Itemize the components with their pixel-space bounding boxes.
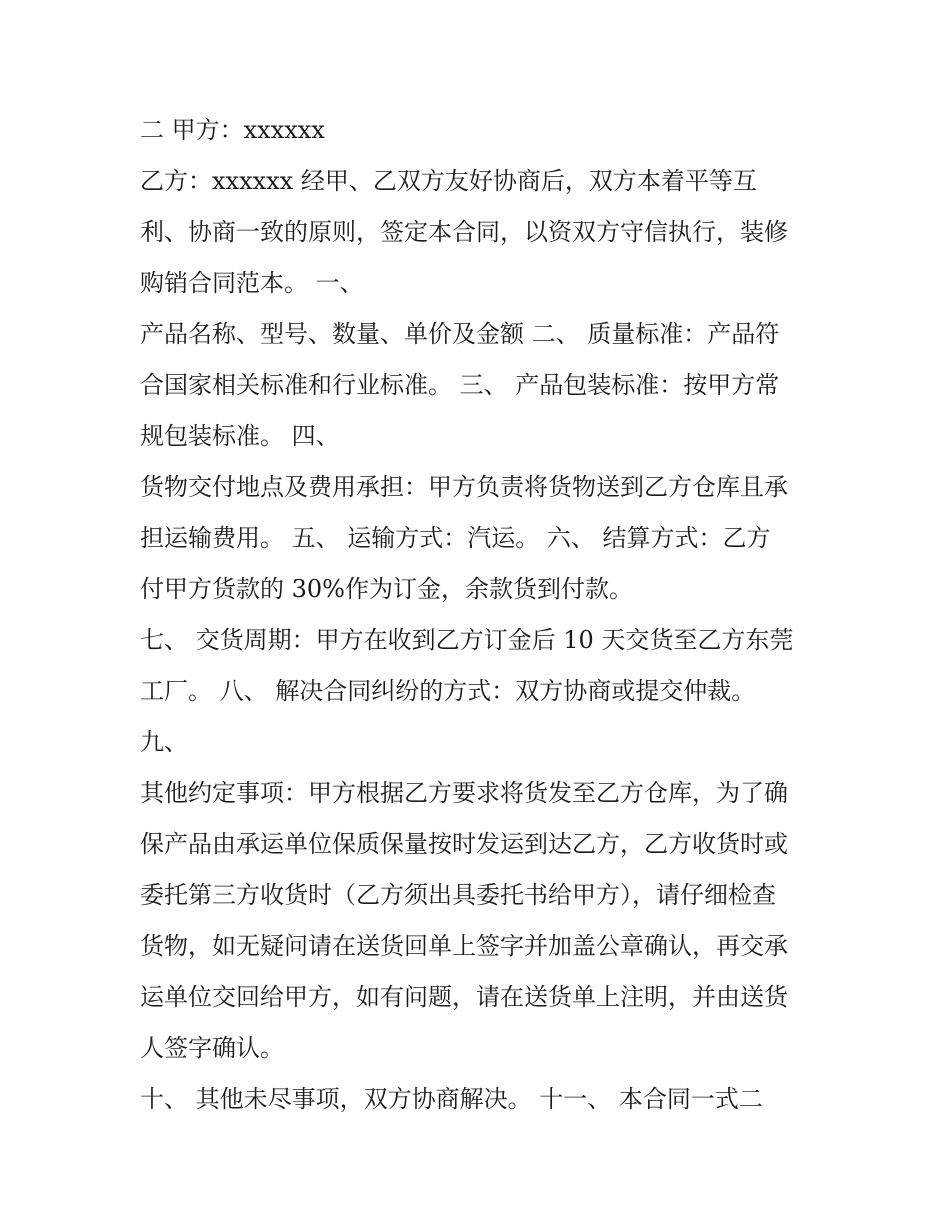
text-line: 合国家相关标准和行业标准。 三、 产品包装标准：按甲方常	[140, 371, 780, 399]
text-line: 产品名称、型号、数量、单价及金额 二、 质量标准：产品符	[140, 320, 780, 348]
text-line: 乙方：xxxxxx 经甲、乙双方友好协商后，双方本着平等互	[140, 167, 757, 195]
text-line: 运单位交回给甲方，如有问题，请在送货单上注明，并由送货	[140, 983, 788, 1011]
text-line: 货物，如无疑问请在送货回单上签字并加盖公章确认，再交承	[140, 932, 788, 960]
contract-body	[140, 112, 830, 1132]
text-line: 十、 其他未尽事项，双方协商解决。 十一、 本合同一式二	[140, 1085, 763, 1113]
text-line: 购销合同范本。 一、	[140, 269, 364, 297]
text-line: 付甲方货款的 30%作为订金，余款货到付款。	[140, 575, 633, 603]
text-line: 保产品由承运单位保质保量按时发运到达乙方，乙方收货时或	[140, 830, 788, 858]
text-line: 货物交付地点及费用承担：甲方负责将货物送到乙方仓库且承	[140, 473, 788, 501]
text-line: 二 甲方：xxxxxx	[140, 116, 325, 144]
text-line: 九、	[140, 728, 188, 756]
text-line: 担运输费用。 五、 运输方式：汽运。 六、 结算方式：乙方	[140, 524, 771, 552]
text-line: 七、 交货周期：甲方在收到乙方订金后 10 天交货至乙方东莞	[140, 626, 794, 654]
text-line: 利、协商一致的原则，签定本合同，以资双方守信执行，装修	[140, 218, 788, 246]
text-line: 委托第三方收货时（乙方须出具委托书给甲方），请仔细检查	[140, 881, 776, 909]
text-line: 工厂。 八、 解决合同纠纷的方式：双方协商或提交仲裁。	[140, 677, 756, 705]
text-line: 人签字确认。	[140, 1034, 284, 1062]
text-line: 其他约定事项：甲方根据乙方要求将货发至乙方仓库，为了确	[140, 779, 788, 807]
text-line: 规包装标准。 四、	[140, 422, 340, 450]
